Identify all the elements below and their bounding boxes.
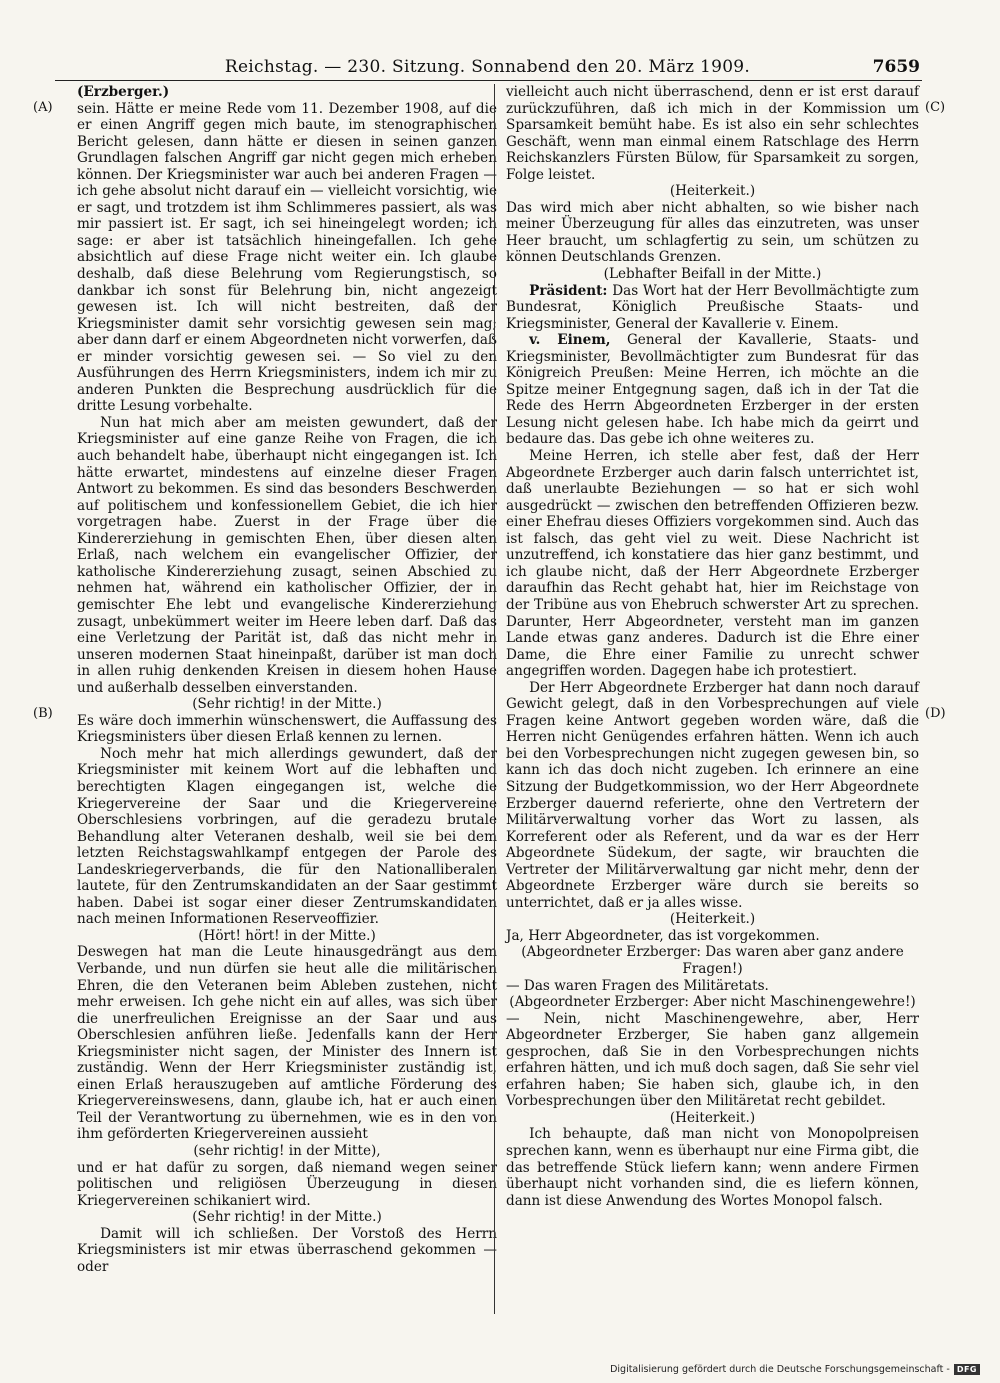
paragraph: Ja, Herr Abgeordneter, das ist vorgekommen. [506,927,820,944]
paragraph: Noch mehr hat mich allerdings gewundert, daß der Kriegsminister mit keinem Wort auf die lebhaften und berechtigten Klagen eingegangen ist, welche die Kriegervereine der Saar und die Kriegervereine Oberschlesiens vorbringen, auf die geradezu brutale Behandlung alter Veteranen deshalb, weil sie bei dem letzten Reichstagswahlkampf entgegen der Parole des Landeskriegerverbands, die für den Nationalliberalen lautete, für den Zentrumskandidaten an der Saar gestimmt haben. Dabei ist sogar einer dieser Zentrumskandidaten nach meinen Informationen Reserveoffizier. [77,745,497,928]
paragraph: Meine Herren, ich stelle aber fest, daß der Herr Abgeordnete Erzberger auch darin falsch unterrichtet ist, daß unerlaubte Beziehungen — so hat er sich wohl ausgedrückt — zwischen den betreffenden Offizieren bezw. einer Ehefrau dieses Offiziers vorgekommen sind. Auch das ist falsch, das geht viel zu weit. Diese Nachricht ist unzutreffend, ich konstatiere das hier ganz bestimmt, und ich glaube nicht, daß der Herr Abgeordnete Erzberger daraufhin das Recht gehabt hat, hier im Reichstage von der Tribüne aus von Ehebruch schwerster Art zu sprechen. Darunter, Herr Abgeordneter, versteht man im ganzen Lande etwas ganz anderes. Dadurch ist die Ehre einer Dame, die Ehre einer Familie zu unrecht schwer angegriffen worden. Dagegen habe ich protestiert. [506,448,919,680]
paragraph: Es wäre doch immerhin wünschenswert, die Auffassung des Kriegsministers über diesen Erlaß kennen zu lernen. [77,712,497,746]
paragraph: Nun hat mich aber am meisten gewundert, daß der Kriegsminister auf eine ganze Reihe von Fragen, die ich auch behandelt habe, überhaupt nicht eingegangen ist. Ich hätte erwartet, mindestens auf einzelne dieser Fragen Antwort zu bekommen. Es sind das besonders Beschwerden auf politischem und konfessionellem Gebiet, die ich hier vorgetragen habe. Zuerst in der Frage über die Kindererziehung in gemischten Ehen, über diesen alten Erlaß, nach welchem ein evangelischer Offizier, der katholische Kindererziehung zusagt, seinen Abschied zu nehmen hat, während ein katholischer Offizier, der in gemischter Ehe lebt und evangelische Kindererziehung zusagt, unbekümmert weiter im Heere leben darf. Daß das eine Verletzung der Parität ist, daß das nicht mehr in unseren modernen Staat hineinpaßt, darüber ist man doch in allen ruhig denkenden Kreisen in diesem hohen Hause und außerhalb desselben einverstanden. [77,414,497,696]
interjection: (Sehr richtig! in der Mitte.) [192,1209,382,1226]
column-divider [494,84,495,1314]
margin-mark-a: (A) [33,100,53,115]
footer [610,1364,980,1375]
speaker-heading: (Erzberger.) [77,84,170,100]
interjection: (Lebhafter Beifall in der Mitte.) [603,266,822,283]
paragraph: Ich behaupte, daß man nicht von Monopolpreisen sprechen kann, wenn es überhaupt nur eine Firma gibt, die das betreffende Stück liefern kann; wenn andere Firmen überhaupt nicht vorhanden sind, die es liefern können, dann ist diese Anwendung des Wortes Monopol falsch. [506,1126,919,1209]
margin-mark-c: (C) [925,100,946,115]
speaker-einem: v. Einem, [529,332,611,349]
paragraph-text: General der Kavallerie, Staats- und Kriegsminister, Bevollmächtigter zum Bundesrat für das Königreich Preußen: Meine Herren, ich möchte an die Spitze meiner Entgegnung sagen, daß ich in der Tat die Rede des Herrn Abgeordneten Erzberger in der ersten Lesung nicht gelesen habe. Ich habe mich da geirrt und bedaure das. Das gebe ich ohne weiteres zu. [506,332,919,448]
interjection: (Abgeordneter Erzberger: Das waren aber ganz andere Fragen!) [521,944,904,977]
paragraph: vielleicht auch nicht überraschend, denn er ist erst darauf zurückzuführen, daß ich mich in der Kommission um Sparsamkeit bemüht habe. Es ist also ein sehr schlechtes Geschäft, wenn man einmal einem Ratschlage des Herrn Reichskanzlers Fürsten Bülow, für Sparsamkeit zu sorgen, Folge leistet. [506,84,919,183]
interjection: (Heiterkeit.) [669,911,756,928]
header-rule [55,80,922,81]
einem-paragraph [506,332,919,448]
interjection: (Hört! hört! in der Mitte.) [198,927,376,944]
page-header [55,57,920,79]
margin-mark-d: (D) [925,706,946,721]
paragraph: Das wird mich aber nicht abhalten, so wie bisher nach meiner Überzeugung für alles das einzutreten, was unser Heer braucht, um schlagfertig zu sein, um schützen zu können Deutschlands Grenzen. [506,199,919,266]
interjection: (Sehr richtig! in der Mitte.) [192,696,382,713]
left-column [77,84,497,1275]
paragraph: sein. Hätte er meine Rede vom 11. Dezember 1908, auf die er einen Angriff gegen mich baute, im stenographischen Bericht gelesen, dann hätte er diesen in seinen ganzen Grundlagen falschen Angriff gar nicht gegen mich erheben können. Der Kriegsminister war auch bei anderen Fragen — ich gehe absolut nicht darauf ein — vielleicht vorsichtig, wie er sagt, und trotzdem ist ihm Schlimmeres passiert, als was mir passiert ist. Er sagt, ich sei hineingelegt worden; ich sage: er aber ist tatsächlich hineingefallen. Ich gehe absichtlich auf diese Frage nicht weiter ein. Ich glaube deshalb, daß diese Belehrung vom Regierungstisch, so dankbar ich sonst für Belehrung bin, nicht angezeigt gewesen ist. Ich will nicht bestreiten, daß der Kriegsminister damit sehr vorsichtig gewesen sein mag; aber dann darf er einem Abgeordneten nicht vorwerfen, daß er minder vorsichtig gewesen sei. — So viel zu den Ausführungen des Herrn Kriegsministers, indem ich mir zu anderen Punkten die Besprechung ausdrücklich für die dritte Lesung vorbehalte. [77,100,497,415]
paragraph-text: Das Wort hat der Herr Bevollmächtigte zum Bundesrat, Königlich Preußische Staats- und Kriegsminister, General der Kavallerie v. Einem. [506,282,919,332]
interjection: (Abgeordneter Erzberger: Aber nicht Maschinengewehre!) [509,994,916,1011]
paragraph: Deswegen hat man die Leute hinausgedrängt aus dem Verbande, und nun dürfen sie heut alle die militärischen Ehren, die den Veteranen beim Ableben zustehen, nicht mehr erweisen. Ich gehe nicht ein auf alles, was sich über die unerfreulichen Ereignisse an der Saar und aus Oberschlesien anführen ließe. Jedenfalls kann der Herr Kriegsminister nicht sagen, der Minister des Innern ist zuständig. Wenn der Herr Kriegsminister zuständig ist, einen Erlaß herauszugeben auf amtliche Förderung des Kriegervereinswesens, dann, glaube ich, hat er auch einen Teil der Verantwortung zu übernehmen, wie es in den von ihm geförderten Kriegervereinen aussieht [77,944,497,1143]
speaker-president: Präsident: [529,282,608,299]
paragraph: Der Herr Abgeordnete Erzberger hat dann noch darauf Gewicht gelegt, daß in den Vorbesprechungen auf viele Fragen keine Antwort gegeben worden wäre, daß die Herren nicht Genügendes erfahren hätten. Wenn ich auch bei den Vorbesprechungen nicht zugegen gewesen bin, so kann ich das doch nicht zugeben. Ich erinnere an eine Sitzung der Budgetkommission, wo der Herr Abgeordnete Erzberger dauernd referierte, ohne den Vertretern der Militärverwaltung vorher das Wort zu lassen, als Korreferent oder als Referent, und da war es der Herr Abgeordnete Südekum, der sagte, wir brauchten die Vertreter der Militärverwaltung gar nicht mehr, denn der Abgeordnete Erzberger wäre durch sie bereits so unterrichtet, daß er ja alles wisse. [506,679,919,911]
paragraph: — Nein, nicht Maschinengewehre, aber, Herr Abgeordneter Erzberger, Sie haben ganz allgemein gesprochen, daß Sie in den Vorbesprechungen nichts erfahren hätten, und ich muß doch sagen, daß Sie sehr viel erfahren haben; Sie haben sich, glaube ich, in den Vorbesprechungen über den Militäretat recht gebildet. [506,1010,919,1110]
paragraph: Damit will ich schließen. Der Vorstoß des Herrn Kriegsministers ist mir etwas überraschend gekommen — oder [77,1225,497,1275]
footer-text: Digitalisierung gefördert durch die Deutsche Forschungsgemeinschaft - [610,1364,950,1375]
interjection: (sehr richtig! in der Mitte), [193,1143,381,1159]
right-column [506,84,919,1209]
paragraph: und er hat dafür zu sorgen, daß niemand wegen seiner politischen und religiösen Überzeugung in diesen Kriegervereinen schikaniert wird. [77,1159,497,1209]
margin-mark-b: (B) [33,706,53,721]
page-title: Reichstag. — 230. Sitzung. Sonnabend den 20. März 1909. [224,57,751,77]
page-number: 7659 [872,57,920,77]
interjection: (Heiterkeit.) [669,1109,756,1126]
interjection: (Heiterkeit.) [669,183,756,200]
president-paragraph [506,283,919,333]
dfg-logo: DFG [954,1364,980,1375]
paragraph: — Das waren Fragen des Militäretats. [506,977,769,994]
